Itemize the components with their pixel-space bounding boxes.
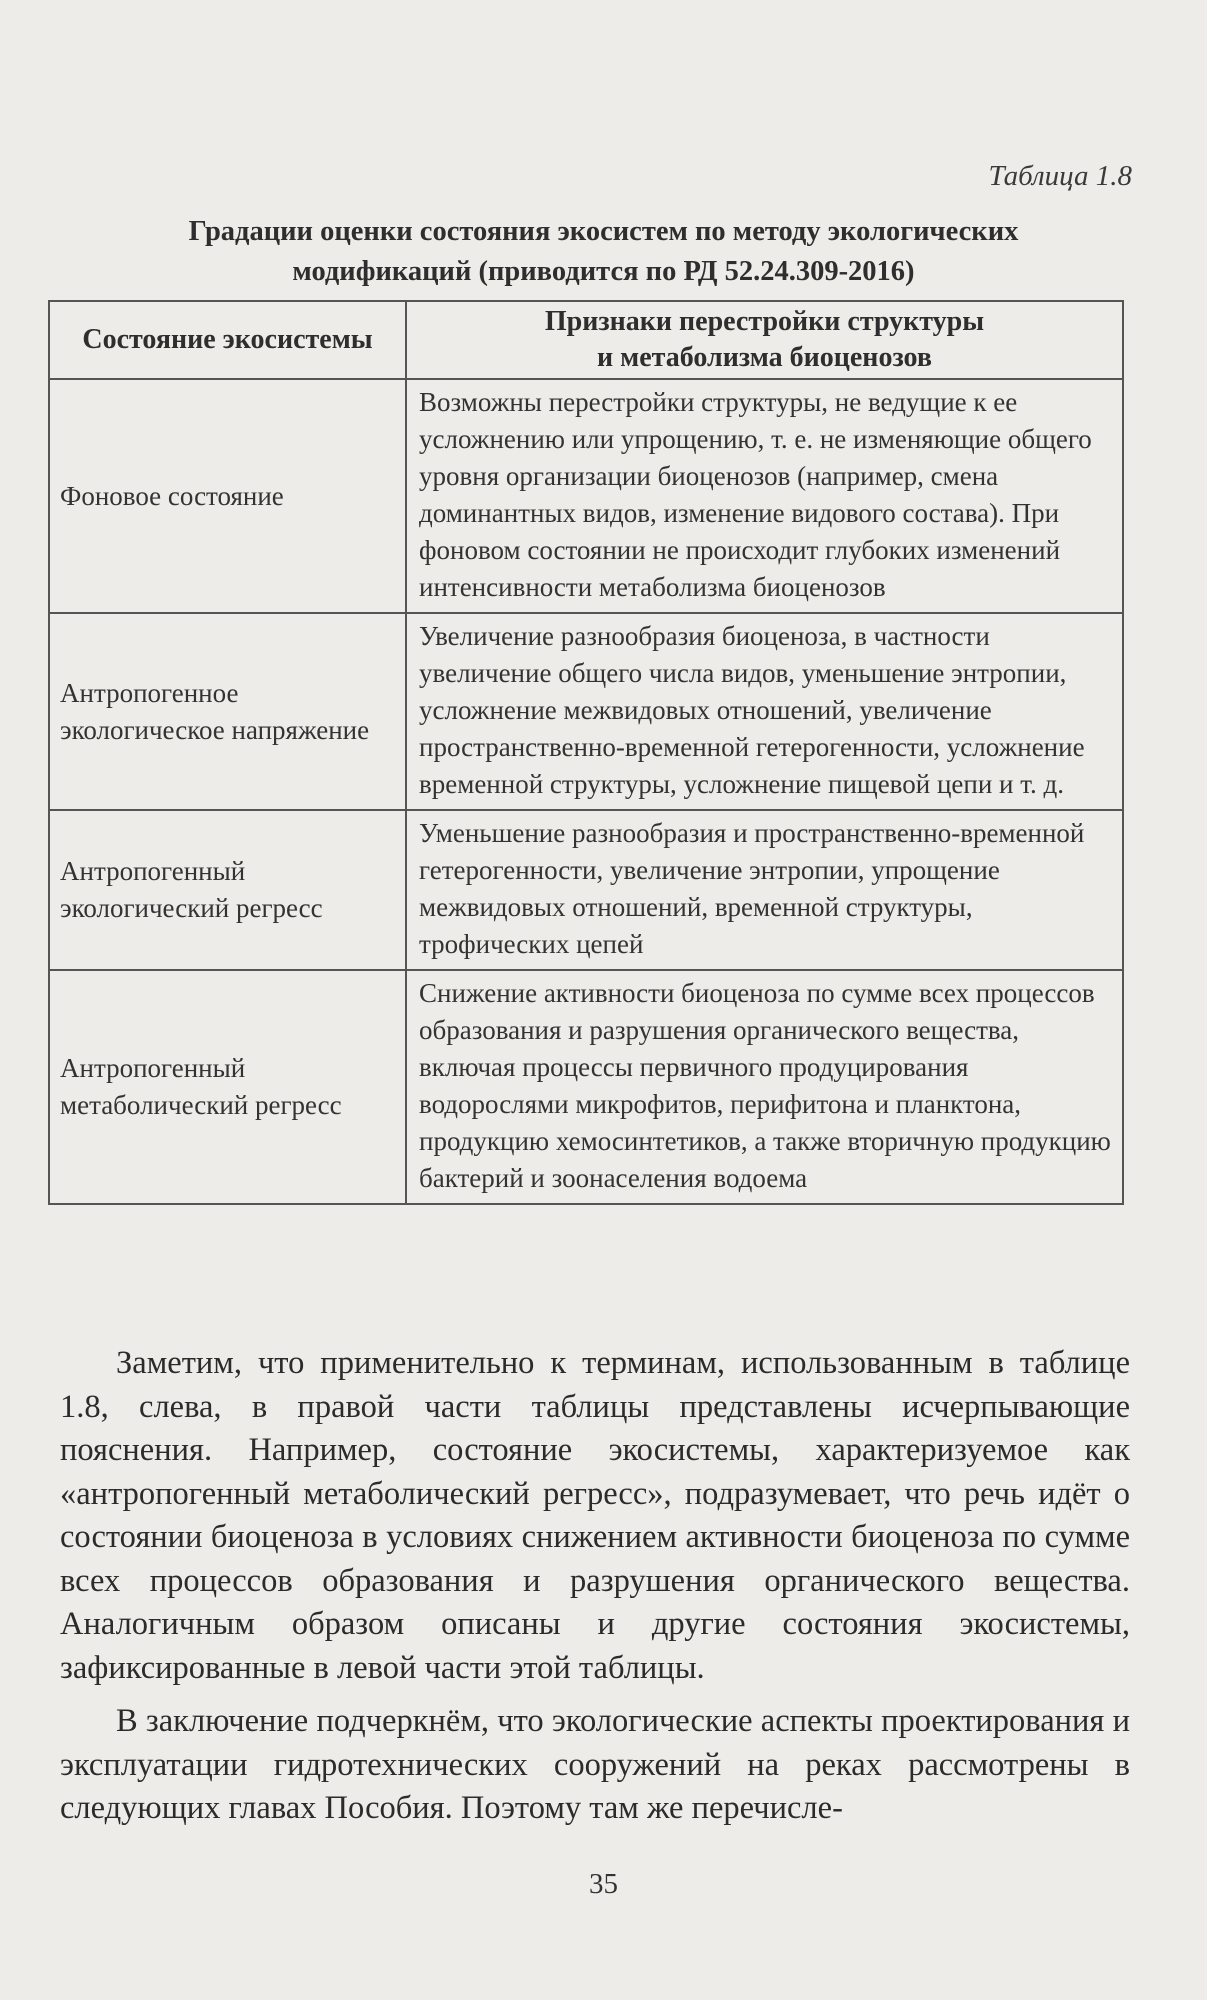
row-state-anthropogenic-stress: Антропогенное экологическое напряжение	[49, 613, 406, 810]
paragraph-2: В заключение подчеркнём, что экологические аспекты проектирования и эксплуатации гидротехнических сооружений на реках рассмотрены в следующих главах Пособия. Поэтому там же перечисле-	[60, 1703, 1130, 1826]
header-signs-line-1: Признаки перестройки структуры	[544, 306, 985, 337]
table-number-label: Таблица 1.8	[988, 160, 1132, 192]
paragraph-1: Заметим, что применительно к терминам, использованным в таблице 1.8, слева, в правой части таблицы представлены исчерпывающие пояснения. Например, состояние экосистемы, характеризуемое как «антропогенный метаболический регресс», подразумевает, что речь идёт о состоянии биоценоза в условиях снижением активности биоценоза по сумме всех процессов образования и разрушения органического вещества. Аналогичным образом описаны и другие состояния экосистемы, зафиксированные в левой части этой таблицы.	[60, 1345, 1130, 1686]
row-signs-background: Возможны перестройки структуры, не ведущие к ее усложнению или упрощению, т. е. не изменяющие общего уровня организации биоценозов (например, смена доминантных видов, изменение видового состава). При фоновом состоянии не происходит глубоких изменений интенсивности метаболизма биоценозов	[406, 379, 1123, 613]
row-state-background: Фоновое состояние	[49, 379, 406, 613]
body-text	[60, 1342, 1130, 1841]
table-header-row	[49, 301, 1123, 379]
table-row	[49, 379, 1123, 613]
header-signs-line-2: и метаболизма биоценозов	[597, 342, 932, 373]
table-row	[49, 613, 1123, 810]
table-row	[49, 810, 1123, 970]
table-title-line-2: модификаций (приводится по РД 52.24.309-2016)	[292, 256, 915, 287]
row-state-metabolic-regress: Антропогенный метаболический регресс	[49, 970, 406, 1204]
header-ecosystem-state: Состояние экосистемы	[49, 301, 406, 379]
row-signs-metabolic-regress: Снижение активности биоценоза по сумме всех процессов образования и разрушения органического вещества, включая процессы первичного продуцирования водорослями микрофитов, перифитона и планктона, продукцию хемосинтетиков, а также вторичную продукцию бактерий и зоонаселения водоема	[406, 970, 1123, 1204]
row-state-ecological-regress: Антропогенный экологический регресс	[49, 810, 406, 970]
table-title	[60, 212, 1147, 292]
table-row	[49, 970, 1123, 1204]
ecosystem-state-table	[48, 300, 1124, 1205]
row-signs-ecological-regress: Уменьшение разнообразия и пространственно-временной гетерогенности, увеличение энтропии, упрощение межвидовых отношений, временной структуры, трофических цепей	[406, 810, 1123, 970]
row-signs-anthropogenic-stress: Увеличение разнообразия биоценоза, в частности увеличение общего числа видов, уменьшение энтропии, усложнение межвидовых отношений, увеличение пространственно-временной гетерогенности, усложнение временной структуры, усложнение пищевой цепи и т. д.	[406, 613, 1123, 810]
header-restructuring-signs	[406, 301, 1123, 379]
page-number: 35	[589, 1868, 618, 1900]
table-title-line-1: Градации оценки состояния экосистем по методу экологических	[188, 216, 1019, 247]
